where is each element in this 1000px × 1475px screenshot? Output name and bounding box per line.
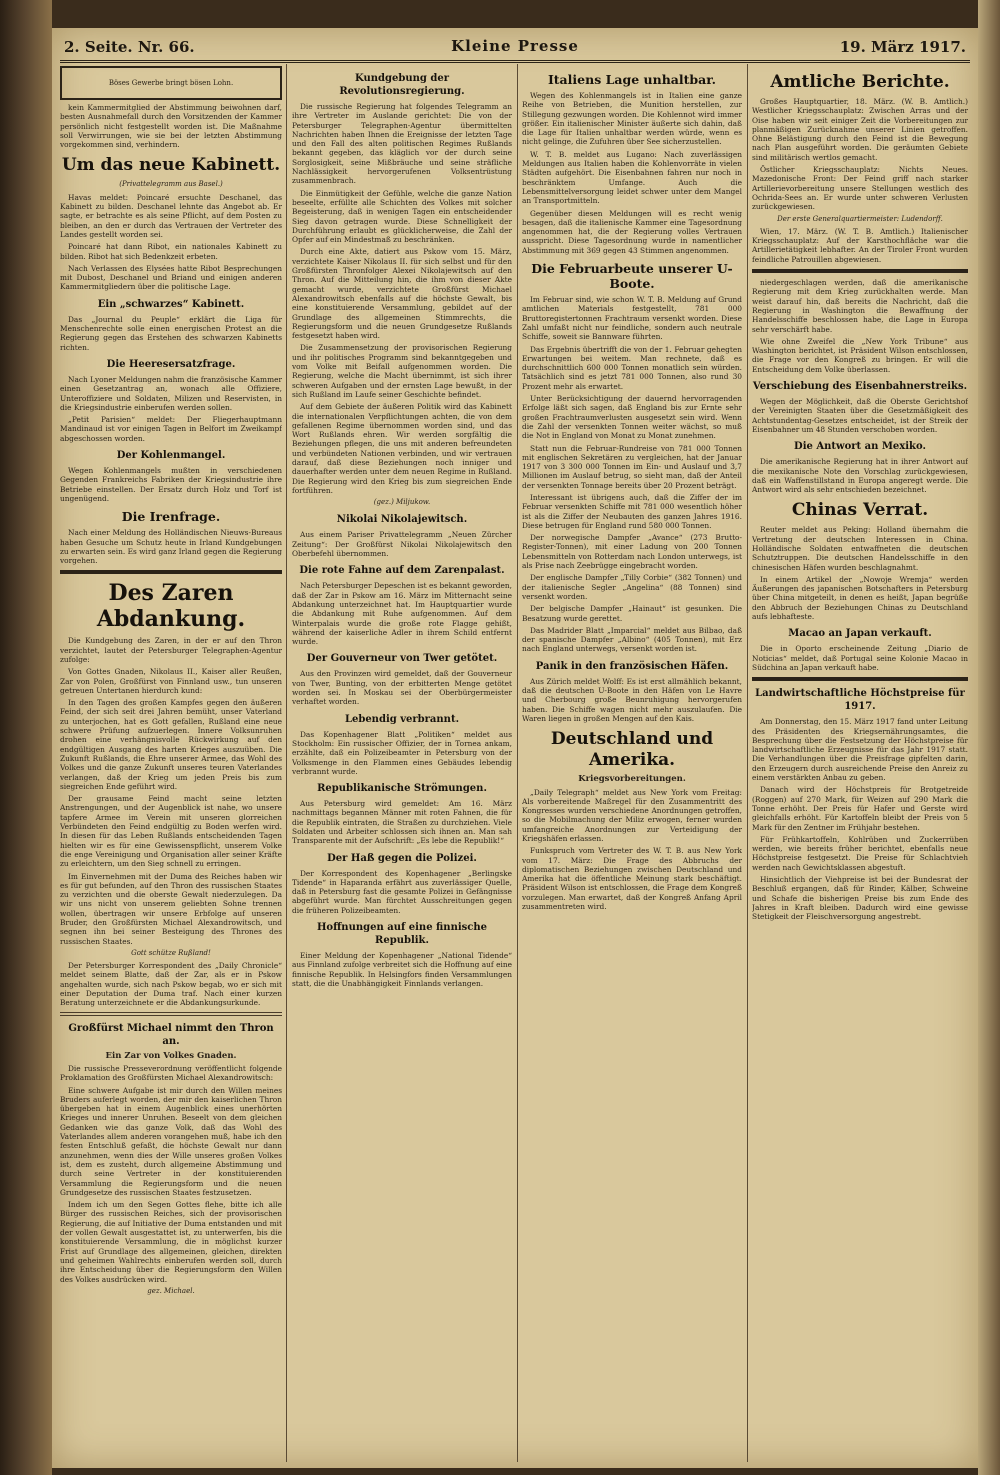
article-text: Funkspruch vom Vertreter des W. T. B. aus New York vom 17. März: Die Frage des Abbruchs der diplomatischen Beziehungen zwischen Deutschland und Amerika hat die öffentliche Meinung stark beschäftigt. Präsident Wilson ist entschlossen, die Frage dem Kongreß vorzulegen. Man erwartet, daß der Kongreß Anfang April zusammentreten wird. bbox=[522, 846, 742, 912]
article-text: Wegen Kohlenmangels mußten in verschiedenen Gegenden Frankreichs Fabriken der Kriegsindustrie ihre Betriebe einstellen. Der Ersatz durch Holz und Torf ist ungenügend. bbox=[60, 466, 282, 503]
article-text: kein Kammermitglied der Abstimmung beiwohnen darf, besten Ausnahmefall durch den Vorsitzenden der Kammer persönlich nicht festgestellt worden ist. Die Maßnahme soll Verwirrungen, wie sie bei der letzten Abstimmung vorgekommen sind, verhindern. bbox=[60, 103, 282, 150]
article-text: Von Gottes Gnaden, Nikolaus II., Kaiser aller Reußen, Zar von Polen, Großfürst von Finnland usw., tun unseren getreuen Untertanen hierdurch kund: bbox=[60, 667, 282, 695]
article-text: Der norwegische Dampfer „Avance“ (273 Brutto-Register-Tonnen), mit einer Ladung von 200 Tonnen Lebensmitteln von Rotterdam nach London unterwegs, ist als Prise nach Zeebrügge eingebracht worden. bbox=[522, 533, 742, 571]
headline: Die Februarbeute unserer U-Boote. bbox=[531, 261, 733, 292]
headline: Die Heeresersatzfrage. bbox=[106, 358, 236, 370]
article-text: Die russische Regierung hat folgendes Telegramm an ihre Vertreter im Auslande gerichtet: Die von der Petersburger Telegraphen-Agentur übermittelten Nachrichten haben Ihnen die Ereignisse der letzten Tage und den Fall des alten politischen Regimes Rußlands bekannt gegeben, das kläglich vor der durch seine Sorglosigkeit, seine Mißbräuche und seine sträfliche Nachlässigkeit hervorgerufenen Volksentrüstung zusammenbrach. bbox=[292, 102, 512, 186]
headline: Der Gouverneur von Twer getötet. bbox=[306, 653, 498, 665]
article-text: Großes Hauptquartier, 18. März. (W. B. Amtlich.) Westlicher Kriegsschauplatz: Zwischen Arras und der Oise haben wir seit einiger Zeit die Vorbereitungen zur planmäßigen Zurücknahme unserer Linien getroffen. Ohne Belästigung durch den Feind ist die Bewegung nach Plan ausgeführt worden. Die geräumten Gebiete sind militärisch wertlos gemacht. bbox=[752, 97, 968, 162]
divider bbox=[752, 677, 968, 681]
headline: Landwirtschaftliche Höchstpreise für 1917. bbox=[755, 688, 965, 713]
article-text: „Petit Parisien“ meldet: Der Fliegerhauptmann Mandinaud ist vor einigen Tagen in Belfort im Zweikampf abgeschossen worden. bbox=[60, 415, 282, 443]
article-text: Indem ich um den Segen Gottes flehe, bitte ich alle Bürger des russischen Reiches, sich der provisorischen Regierung, die auf Initiative der Duma entstanden und mit der vollen Gewalt ausgestattet ist, zu unterwerfen, bis die konstituierende Versammlung, die in möglichst kurzer Frist auf Grundlage des allgemeinen, gleichen, direkten und geheimen Wahlrechts einberufen werden soll, durch ihre Entscheidung über die Regierungsform den Willen des Volkes ausdrücken wird. bbox=[60, 1200, 282, 1284]
article-text: Nach Verlassen des Elysées hatte Ribot Besprechungen mit Dubost, Deschanel und Briand und einigen anderen Kammermitgliedern über die politische Lage. bbox=[60, 263, 282, 292]
headline: Des Zaren Abdankung. bbox=[96, 580, 246, 633]
article-text: Das Madrider Blatt „Imparcial“ meldet aus Bilbao, daß der spanische Dampfer „Albino“ (405 Tonnen), mit Erz nach England unterwegs, versenkt worden ist. bbox=[522, 625, 742, 654]
masthead bbox=[60, 34, 970, 63]
article-text: Gegenüber diesen Meldungen will es recht wenig besagen, daß die italienische Kammer eine Tagesordnung angenommen hat, die der Regierung volles Vertrauen ausspricht. Diese Tagesordnung wurde in namentlicher Abstimmung mit 369 gegen 43 Stimmen angenommen. bbox=[522, 208, 742, 255]
article-text: Im Einvernehmen mit der Duma des Reiches haben wir es für gut befunden, auf den Thron des russischen Staates zu verzichten und die oberste Gewalt niederzulegen. Da wir uns nicht von unserem geliebten Sohne trennen wollen, übertragen wir unsere Erbfolge auf unseren Bruder, den Großfürsten Michael Alexandrowitsch, und segnen ihn bei seiner Besteigung des Thrones des russischen Staates. bbox=[60, 871, 282, 946]
signature: (gez.) Miljukow. bbox=[373, 498, 431, 507]
headline: Ein „schwarzes“ Kabinett. bbox=[97, 298, 245, 310]
article-text: Nach Petersburger Depeschen ist es bekannt geworden, daß der Zar in Pskow am 16. März im Mitternacht seine Abdankung unterzeichnet hat. Im Hauptquartier wurde die Abdankung mit Ruhe aufgenommen. Auf dem Winterpalais wurde die große rote Flagge gehißt, während der kaiserliche Adler in ihrem Schild entfernt wurde. bbox=[292, 581, 512, 647]
column-1 bbox=[60, 66, 282, 1462]
article-text: Aus Petersburg wird gemeldet: Am 16. März nachmittags begannen Männer mit roten Fahnen, die für die Republik eintraten, die Straßen zu durchziehen. Viele Soldaten und Arbeiter schlossen sich ihnen an. Man sah Transparente mit der Aufschrift: „Es lebe die Republik!“ bbox=[292, 799, 512, 846]
column-rule bbox=[517, 64, 518, 1462]
newspaper-title: Kleine Presse bbox=[451, 37, 579, 55]
article-text: Eine schwere Aufgabe ist mir durch den Willen meines Bruders auferlegt worden, der mir den kaiserlichen Thron übergeben hat in einem Augenblick eines unerhörten Krieges und innerer Unruhen. Beseelt von dem gleichen Gedanken wie das ganze Volk, daß das Wohl des Vaterlandes allem anderen vorangehen muß, habe ich den festen Entschluß gefaßt, die höchste Gewalt nur dann anzunehmen, wenn dies der Wille unseres großen Volkes ist, dem es zusteht, durch allgemeine Abstimmung und durch seine Vertreter in der konstituierenden Versammlung die Regierungsform und die neuen Grundgesetze des russischen Staates festzusetzen. bbox=[60, 1085, 282, 1197]
signature: gez. Michael. bbox=[147, 1286, 195, 1295]
signature: Gott schütze Rußland! bbox=[131, 948, 211, 957]
newspaper-page bbox=[52, 28, 978, 1468]
column-3 bbox=[522, 66, 742, 1462]
article-text: Hinsichtlich der Viehpreise ist bei der Bundesrat der Beschluß ergangen, daß für Rinder, Kälber, Schweine und Schafe die bisherigen Preise bis zum Ende des Jahres in Kraft bleiben. Dadurch wird eine gewisse Stetigkeit der Fleischversorgung angestrebt. bbox=[752, 875, 968, 922]
headline: Um das neue Kabinett. bbox=[61, 155, 281, 176]
article-text: Havas meldet: Poincaré ersuchte Deschanel, das Kabinett zu bilden. Deschanel lehnte das Angebot ab. Er sagte, er betrachte es als seine Pflicht, auf dem Posten zu bleiben, an den er durch das Vertrauen der Vertreter des Landes gestellt worden sei. bbox=[60, 192, 282, 239]
article-text: In den Tagen des großen Kampfes gegen den äußeren Feind, der sich seit drei Jahren bemüht, unser Vaterland zu unterjochen, hat es Gott gefallen, Rußland eine neue schwere Prüfung aufzuerlegen. Innere Volksunruhen drohen eine verhängnisvolle Rückwirkung auf den endgültigen Ausgang des harten Krieges auszuüben. Die Zukunft Rußlands, die Ehre unserer Armee, das Wohl des Volkes und die ganze Zukunft unseres teuren Vaterlandes verlangen, daß der Krieg um jeden Preis bis zum siegreichen Ende geführt wird. bbox=[60, 698, 282, 791]
article-text: Die in Oporto erscheinende Zeitung „Diario de Noticias“ meldet, daß Portugal seine Kolonie Macao in Südchina an Japan verkauft habe. bbox=[752, 644, 968, 672]
article-text: Die Einmütigkeit der Gefühle, welche die ganze Nation beseelte, erfüllte alle Schichten des Volkes mit solcher Begeisterung, daß in wenigen Tagen ein entscheidender Sieg davon getragen wurde. Diese Schnelligkeit der Durchführung erlaubt es glücklicherweise, die Zahl der Opfer auf ein Mindestmaß zu beschränken. bbox=[292, 188, 512, 245]
divider bbox=[752, 269, 968, 273]
article-text: Statt nun die Februar-Rundreise von 781 000 Tonnen mit englischen Sekretären zu vergleichen, hat der Januar 1917 von 3 300 000 Tonnen im Ein- und Auslauf und 3,7 Millionen im Auslauf betrug, so sieht man, daß der Anteil der versenkten Tonnage bereits über 20 Prozent beträgt. bbox=[522, 443, 742, 490]
article-text: Einer Meldung der Kopenhagener „National Tidende“ aus Finnland zufolge verbreitet sich die Hoffnung auf eine finnische Republik. In Helsingfors finden Versammlungen statt, die die Unabhängigkeit Finnlands verlangen. bbox=[292, 951, 512, 988]
article-text: W. T. B. meldet aus Lugano: Nach zuverlässigen Meldungen aus Italien haben die Kohlenvorräte in vielen Städten aufgehört. Die Eisenbahnen fahren nur noch in beschränktem Umfange. Auch die Lebensmittelversorgung leidet schwer unter dem Mangel an Transportmitteln. bbox=[522, 149, 742, 206]
article-text: Poincaré hat dann Ribot, ein nationales Kabinett zu bilden. Ribot hat sich Bedenkzeit erbeten. bbox=[60, 242, 282, 261]
article-text: Durch eine Akte, datiert aus Pskow vom 15. März, verzichtete Kaiser Nikolaus II. für sich selbst und für den Großfürsten Thronfolger Alexei Nikolajewitsch auf den Thron. Auf die Mitteilung hin, die ihm von dieser Akte gemacht wurde, verzichtete Großfürst Michael Alexandrowitsch ebenfalls auf die höchste Gewalt, bis eine konstituierende Versammlung, gebildet auf der Grundlage des allgemeinen Stimmrechts, die Regierungsform und die neuen Grundgesetze Rußlands festgesetzt haben wird. bbox=[292, 247, 512, 341]
headline: Kundgebung der Revolutionsregierung. bbox=[339, 73, 465, 97]
headline: Amtliche Berichte. bbox=[770, 72, 950, 92]
article-text: Aus den Provinzen wird gemeldet, daß der Gouverneur von Twer, Bunting, von der erbitterten Menge getötet worden sei. In Moskau sei der Oberbürgermeister verhaftet worden. bbox=[292, 669, 512, 707]
book-spine bbox=[0, 0, 52, 1475]
headline: Italiens Lage unhaltbar. bbox=[547, 72, 717, 87]
article-text: Für Frühkartoffeln, Kohlrüben und Zuckerrüben werden, wie bereits früher berichtet, ebenfalls neue Höchstpreise festgesetzt. Die Preise für Schlachtvieh werden nach Gewichtsklassen abgestuft. bbox=[752, 834, 968, 872]
article-text: Das „Journal du Peuple“ erklärt die Liga für Menschenrechte solle einen energischen Protest an die Regierung gegen das Erstehen des schwarzen Kabinetts richten. bbox=[60, 314, 282, 352]
headline: Macao an Japan verkauft. bbox=[788, 628, 932, 640]
article-text: Das Kopenhagener Blatt „Politiken“ meldet aus Stockholm: Ein russischer Offizier, der in Tornea ankam, erzählte, daß ein Polizeibeamter in Petersburg von der Volksmenge in den Flammen eines Gebäudes lebendig verbrannt wurde. bbox=[292, 729, 512, 776]
article-text: „Daily Telegraph“ meldet aus New York vom Freitag: Als vorbereitende Maßregel für den Zusammentritt des Kongresses wurden verschiedene Anordnungen getroffen, so die Mobilmachung der Miliz erwogen, ferner wurden umfangreiche Anordnungen zur Verteidigung der Kriegshäfen erlassen. bbox=[522, 787, 742, 843]
article-text: Östlicher Kriegsschauplatz: Nichts Neues. Mazedonische Front: Der Feind griff nach starker Artillerievorbereitung unsere Stellungen westlich des Ochrida-Sees an. Er wurde unter schweren Verlusten zurückgewiesen. bbox=[752, 165, 968, 212]
article-text: Der grausame Feind macht seine letzten Anstrengungen, und der Augenblick ist nahe, wo unsere tapfere Armee im Verein mit unseren glorreichen Verbündeten den Feind endgültig zu Boden werfen wird. In diesen für das Leben Rußlands entscheidenden Tagen hielten wir es für eine Gewissenspflicht, unserem Volke die enge Vereinigung und Organisation aller seiner Kräfte zu erleichtern, um den Sieg schnell zu erringen. bbox=[60, 794, 282, 869]
headline: Die Irenfrage. bbox=[121, 509, 221, 525]
headline: Chinas Verrat. bbox=[791, 500, 929, 521]
article-text: Die amerikanische Regierung hat in ihrer Antwort auf die mexikanische Note den Vorschlag zurückgewiesen, daß ein Waffenstillstand in Europa angeregt werde. Die Antwort wird als sehr entschieden bezeichnet. bbox=[752, 457, 968, 495]
article-text: Im Februar sind, wie schon W. T. B. Meldung auf Grund amtlichen Materials festgestellt, 781 000 Bruttoregistertonnen Frachtraum versenkt worden. Diese Zahl umfaßt nicht nur feindliche, sondern auch neutrale Schiffe, soweit sie Bannware führten. bbox=[522, 295, 742, 342]
article-text: Der Petersburger Korrespondent des „Daily Chronicle“ meldet seinem Blatte, daß der Zar, als er in Pskow angehalten wurde, sich nach Pskow begab, wo er sich mit einer Deputation der Duma traf. Nach einer kurzen Beratung unterzeichnete er die Abdankungsurkunde. bbox=[60, 961, 282, 1008]
advertisement-box: Böses Gewerbe bringt bösen Lohn. bbox=[60, 66, 282, 100]
article-text: Reuter meldet aus Peking: Holland übernahm die Vertretung der deutschen Interessen in China. Holländische Soldaten entwaffneten die deutschen Schutztruppen. Die deutschen Handelsschiffe in den chinesischen Häfen wurden beschlagnahmt. bbox=[752, 525, 968, 572]
article-text: Wien, 17. März. (W. T. B. Amtlich.) Italienischer Kriegsschauplatz: Auf der Karsthochfläche war die Artillerietätigkeit lebhafter. An der Tiroler Front wurden feindliche Patrouillen abgewiesen. bbox=[752, 226, 968, 264]
page-edge bbox=[978, 0, 1000, 1475]
issue-date: 19. März 1917. bbox=[839, 38, 966, 56]
article-text: Wegen der Möglichkeit, daß die Oberste Gerichtshof der Vereinigten Staaten über die Gesetzmäßigkeit des Achtstundentag-Gesetzes entscheidet, ist der Streik der Eisenbahner um 48 Stunden verschoben worden. bbox=[752, 397, 968, 434]
article-text: In einem Artikel der „Nowoje Wremja“ werden Äußerungen des japanischen Botschafters in Petersburg über China mitgeteilt, in denen es heißt, Japan begrüße den Abbruch der Beziehungen Chinas zu Deutschland aufs lebhafteste. bbox=[752, 574, 968, 622]
headline: Panik in den französischen Häfen. bbox=[535, 660, 729, 672]
article-text: Der belgische Dampfer „Hainaut“ ist gesunken. Die Besatzung wurde gerettet. bbox=[522, 604, 742, 623]
article-text: Aus Zürich meldet Wolff: Es ist erst allmählich bekannt, daß die deutschen U-Boote in den Häfen von Le Havre und Cherbourg große Beunruhigung hervorgerufen haben. Die Schiffe wagen nicht mehr auszulaufen. Die Waren liegen in großen Mengen auf den Kais. bbox=[522, 676, 742, 723]
article-text: Wegen des Kohlenmangels ist in Italien eine ganze Reihe von Betrieben, die Munition herstellen, zur Stillegung gezwungen worden. Die Kohlennot wird immer größer. Ein italienischer Minister äußerte sich dahin, daß die Lage für Italien unhaltbar werden würde, wenn es nicht gelinge, die Zufuhren über See sicherzustellen. bbox=[522, 91, 742, 147]
headline: Republikanische Strömungen. bbox=[317, 783, 487, 795]
headline: Die Antwort an Mexiko. bbox=[794, 441, 926, 453]
article-text: Nach Lyoner Meldungen nahm die französische Kammer einen Gesetzantrag an, wonach alle Offiziere, Unteroffiziere und Soldaten, Milizen und Reservisten, in die Kriegsindustrie einberufen werden sollen. bbox=[60, 374, 282, 412]
subheadline: Kriegsvorbereitungen. bbox=[578, 774, 686, 785]
column-rule bbox=[747, 64, 748, 1462]
dateline: (Privattelegramm aus Basel.) bbox=[119, 180, 223, 189]
article-text: Die Kundgebung des Zaren, in der er auf den Thron verzichtet, lautet der Petersburger Telegraphen-Agentur zufolge: bbox=[60, 636, 282, 664]
divider bbox=[60, 1012, 282, 1016]
headline: Hoffnungen auf eine finnische Republik. bbox=[316, 922, 487, 947]
headline: Die rote Fahne auf dem Zarenpalast. bbox=[299, 565, 505, 577]
headline: Der Kohlenmangel. bbox=[116, 450, 226, 462]
article-text: Der Korrespondent des Kopenhagener „Berlingske Tidende“ in Haparanda erfährt aus zuverlässiger Quelle, daß in Petersburg fast die gesamte Polizei in Gefängnisse abgeführt wurde. Man fürchtet Ausschreitungen gegen die früheren Polizeibeamten. bbox=[292, 868, 512, 915]
column-4 bbox=[752, 66, 968, 1462]
divider bbox=[60, 570, 282, 574]
article-text: Interessant ist übrigens auch, daß die Ziffer der im Februar versenkten Schiffe mit 781 000 wesentlich höher ist als die Ziffer der Neubauten des ganzen Jahres 1916. Diese betrugen für England rund 580 000 Tonnen. bbox=[522, 492, 742, 530]
headline: Verschiebung des Eisenbahnerstreiks. bbox=[752, 381, 968, 393]
subheadline: Ein Zar von Volkes Gnaden. bbox=[105, 1050, 237, 1061]
article-text: Nach einer Meldung des Holländischen Nieuws-Bureaus haben Gesuche um Schutz heute in Irland Kundgebungen zu erwarten sein. Es wird ganz Irland gegen die Regierung vorgehen. bbox=[60, 528, 282, 566]
headline: Lebendig verbrannt. bbox=[344, 713, 460, 725]
article-text: Der englische Dampfer „Tilly Corbie“ (382 Tonnen) und der italienische Segler „Angelina“ (88 Tonnen) sind versenkt worden. bbox=[522, 573, 742, 601]
article-text: Wie ohne Zweifel die „New York Tribune“ aus Washington berichtet, ist Präsident Wilson entschlossen, die Frage vor den Kongreß zu bringen. Er will die Entscheidung dem Volke überlassen. bbox=[752, 336, 968, 374]
article-text: Die Zusammensetzung der provisorischen Regierung und ihr politisches Programm sind bekanntgegeben und vom Volke mit Beifall aufgenommen worden. Die Regierung, welche die Macht übernimmt, ist sich ihrer schweren Aufgaben und der ernsten Lage bewußt, in der sich Rußland im Laufe seiner Geschichte befindet. bbox=[292, 343, 512, 399]
article-text: Die russische Presseverordnung veröffentlicht folgende Proklamation des Großfürsten Michael Alexandrowitsch: bbox=[60, 1063, 282, 1083]
headline: Nikolai Nikolajewitsch. bbox=[336, 514, 468, 526]
article-text: Unter Berücksichtigung der dauernd hervorragenden Erfolge läßt sich sagen, daß England bis zur Ernte sehr großen Frachtraumverlusten ausgesetzt sein wird. Wenn die Zahl der versenkten Tonnen weiter wächst, so muß die Not in England von Monat zu Monat zunehmen. bbox=[522, 394, 742, 441]
article-text: Das Ergebnis übertrifft die von der 1. Februar gehegten Erwartungen bei weitem. Man rechnete, daß es durchschnittlich 600 000 Tonnen monatlich sein würden. Tatsächlich sind es jetzt 781 000 Tonnen, also rund 30 Prozent mehr als erwartet. bbox=[522, 344, 742, 391]
headline: Der Haß gegen die Polizei. bbox=[327, 852, 477, 864]
column-2 bbox=[292, 66, 512, 1462]
headline: Deutschland und Amerika. bbox=[550, 729, 714, 771]
headline: Großfürst Michael nimmt den Thron an. bbox=[68, 1022, 274, 1047]
signature: Der erste Generalquartiermeister: Ludendorff. bbox=[777, 214, 943, 223]
article-text: Auf dem Gebiete der äußeren Politik wird das Kabinett die internationalen Verpflichtungen achten, die von dem gefallenen Regime übernommen worden sind, und das Wort Rußlands ehren. Wir werden sorgfältig die Beziehungen pflegen, die uns mit anderen befreundeten und verbündeten Nationen verbinden, und wir vertrauen darauf, daß diese Beziehungen noch inniger und dauerhafter werden unter dem neuen Regime in Rußland. Die Regierung wird den Krieg bis zum siegreichen Ende fortführen. bbox=[292, 402, 512, 495]
article-text: Aus einem Pariser Privattelegramm „Neuen Zürcher Zeitung“: Der Großfürst Nikolai Nikolajewitsch den Oberbefehl übernommen. bbox=[292, 530, 512, 559]
article-text: Danach wird der Höchstpreis für Brotgetreide (Roggen) auf 270 Mark, für Weizen auf 290 Mark die Tonne erhöht. Der Preis für Hafer und Gerste wird gleichfalls erhöht. Für Kartoffeln bleibt der Preis von 5 Mark für den Zentner im Frühjahr bestehen. bbox=[752, 785, 968, 832]
page-number: 2. Seite. Nr. 66. bbox=[64, 38, 195, 56]
column-rule bbox=[286, 64, 287, 1462]
article-text: Am Donnerstag, den 15. März 1917 fand unter Leitung des Präsidenten des Kriegsernährungsamtes, die Besprechung über die Festsetzung der Höchstpreise für landwirtschaftliche Erzeugnisse für das Jahr 1917 statt. Die Verhandlungen über die Preisfrage gipfelten darin, den Erzeugern durch ausreichende Preise den Anreiz zu einem verstärkten Anbau zu geben. bbox=[752, 717, 968, 783]
article-text: niedergeschlagen werden, daß die amerikanische Regierung mit dem Krieg zurückhalten werde. Man weist darauf hin, daß bereits die Nachricht, daß die Regierung in Washington die Bewaffnung der Handelsschiffe beschlossen habe, die Lage in Europa sehr verschärft habe. bbox=[752, 278, 968, 334]
